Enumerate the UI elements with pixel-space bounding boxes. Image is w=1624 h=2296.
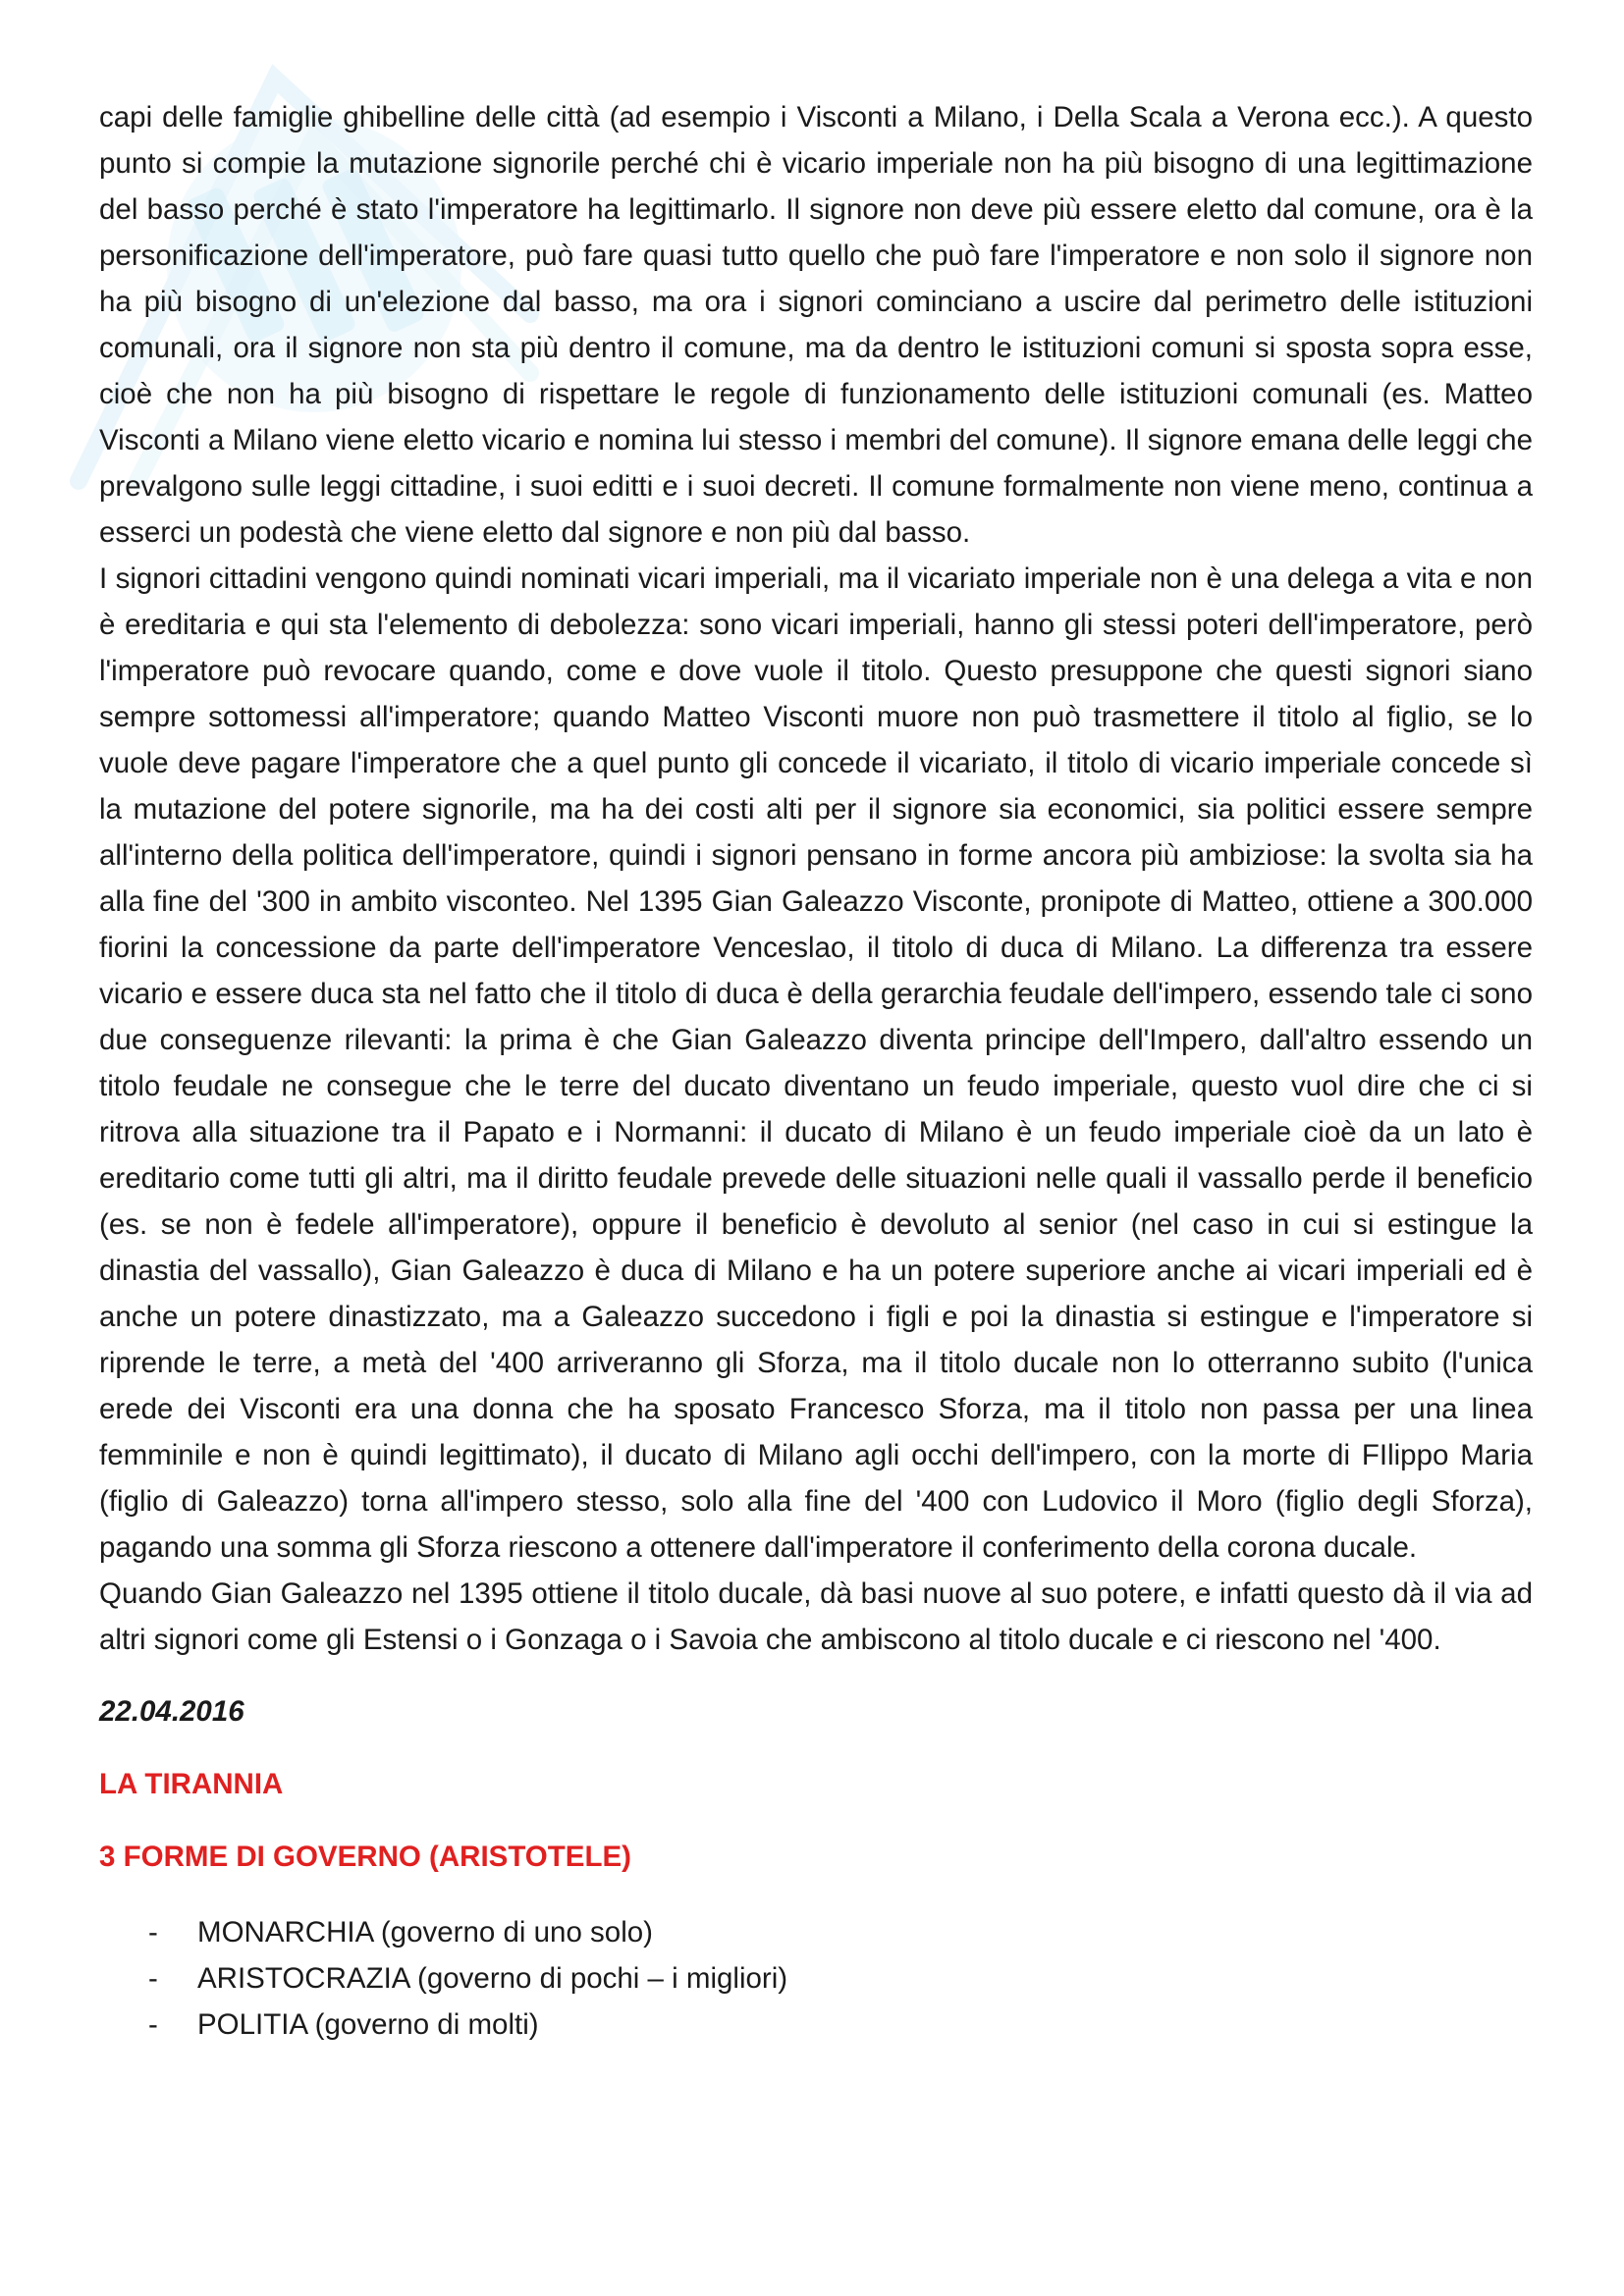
paragraph-3: Quando Gian Galeazzo nel 1395 ottiene il titolo ducale, dà basi nuove al suo potere, e infatti questo dà il via ad altri signori come gli Estensi o i Gonzaga o i Savoia che ambiscono al titolo ducale e ci riescono nel '400. — [99, 1577, 1533, 1656]
forms-of-government-list — [99, 1909, 1533, 2048]
list-item-text: POLITIA (governo di molti) — [197, 2008, 539, 2041]
list-item — [99, 1909, 1533, 1955]
document-body — [99, 94, 1533, 2048]
list-item — [99, 2002, 1533, 2048]
paragraph-1: capi delle famiglie ghibelline delle città (ad esempio i Visconti a Milano, i Della Scala a Verona ecc.). A questo punto si compie la mutazione signorile perché chi è vicario imperiale non ha più bisogno di una legittimazione del basso perché è stato l'imperatore ha legittimarlo. Il signore non deve più essere eletto dal comune, ora è la personificazione dell'imperatore, può fare quasi tutto quello che può fare l'imperatore e non solo il signore non ha più bisogno di un'elezione dal basso, ma ora i signori cominciano a uscire dal perimetro delle istituzioni comunali, ora il signore non sta più dentro il comune, ma da dentro le istituzioni comuni si sposta sopra esse, cioè che non ha più bisogno di rispettare le regole di funzionamento delle istituzioni comunali (es. Matteo Visconti a Milano viene eletto vicario e nomina lui stesso i membri del comune). Il signore emana delle leggi che prevalgono sulle leggi cittadine, i suoi editti e i suoi decreti. Il comune formalmente non viene meno, continua a esserci un podestà che viene eletto dal signore e non più dal basso. — [99, 101, 1533, 549]
list-dash: - — [148, 1916, 158, 1949]
list-item — [99, 1955, 1533, 2002]
paragraph-2: I signori cittadini vengono quindi nominati vicari imperiali, ma il vicariato imperiale non è una delega a vita e non è ereditaria e qui sta l'elemento di debolezza: sono vicari imperiali, hanno gli stessi poteri dell'imperatore, però l'imperatore può revocare quando, come e dove vuole il titolo. Questo presuppone che questi signori siano sempre sottomessi all'imperatore; quando Matteo Visconti muore non può trasmettere il titolo al figlio, se lo vuole deve pagare l'imperatore che a quel punto gli concede il vicariato, il titolo di vicario imperiale concede sì la mutazione del potere signorile, ma ha dei costi alti per il signore sia economici, sia politici essere sempre all'interno della politica dell'imperatore, quindi i signori pensano in forme ancora più ambiziose: la svolta sia ha alla fine del '300 in ambito visconteo. Nel 1395 Gian Galeazzo Visconte, pronipote di Matteo, ottiene a 300.000 fiorini la concessione da parte dell'imperatore Venceslao, il titolo di duca di Milano. La differenza tra essere vicario e essere duca sta nel fatto che il titolo di duca è della gerarchia feudale dell'impero, essendo tale ci sono due conseguenze rilevanti: la prima è che Gian Galeazzo diventa principe dell'Impero, dall'altro essendo un titolo feudale ne consegue che le terre del ducato diventano un feudo imperiale, questo vuol dire che ci si ritrova alla situazione tra il Papato e i Normanni: il ducato di Milano è un feudo imperiale cioè da un lato è ereditario come tutti gli altri, ma il diritto feudale prevede delle situazioni nelle quali il vassallo perde il beneficio (es. se non è fedele all'imperatore), oppure il beneficio è devoluto al senior (nel caso in cui si estingue la dinastia del vassallo), Gian Galeazzo è duca di Milano e ha un potere superiore anche ai vicari imperiali ed è anche un potere dinastizzato, ma a Galeazzo succedono i figli e poi la dinastia si estingue e l'imperatore si riprende le terre, a metà del '400 arriveranno gli Sforza, ma il titolo ducale non lo otterranno subito (l'unica erede dei Visconti era una donna che ha sposato Francesco Sforza, ma il titolo non passa per una linea femminile e non è quindi legittimato), il ducato di Milano agli occhi dell'impero, con la morte di FIlippo Maria (figlio di Galeazzo) torna all'impero stesso, solo alla fine del '400 con Ludovico il Moro (figlio degli Sforza), pagando una somma gli Sforza riescono a ottenere dall'imperatore il conferimento della corona ducale. — [99, 562, 1533, 1564]
list-item-text: MONARCHIA (governo di uno solo) — [197, 1916, 653, 1949]
section-heading-forme-governo: 3 FORME DI GOVERNO (ARISTOTELE) — [99, 1841, 631, 1873]
list-dash: - — [148, 1962, 158, 1995]
list-dash: - — [148, 2008, 158, 2041]
section-heading-tirannia: LA TIRANNIA — [99, 1768, 284, 1800]
list-item-text: ARISTOCRAZIA (governo di pochi – i migliori) — [197, 1962, 788, 1995]
lecture-date: 22.04.2016 — [99, 1695, 244, 1728]
